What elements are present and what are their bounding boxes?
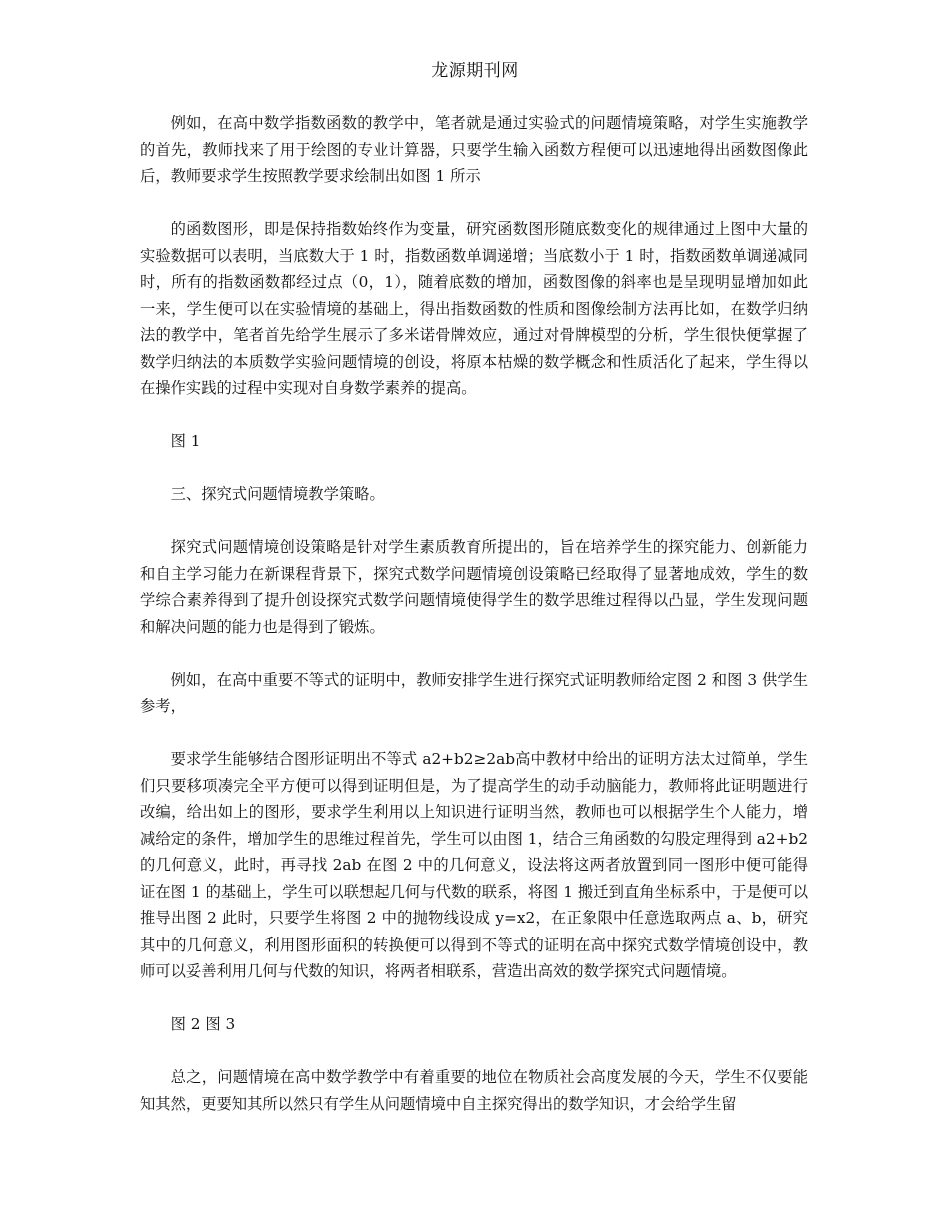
section-heading: 三、探究式问题情境教学策略。 bbox=[170, 485, 385, 503]
paragraph-6: 总之，问题情境在高中数学教学中有着重要的地位在物质社会高度发展的今天，学生不仅要能知其然，更要知其所以然只有学生从问题情境中自主探究得出的数学知识，才会给学生留 bbox=[140, 1068, 808, 1113]
paragraph-5: 要求学生能够结合图形证明出不等式 a2+b2≥2ab高中教材中给出的证明方法太过简单，学生们只要移项凑完全平方便可以得到证明但是，为了提高学生的动手动脑能力，教师将此证明题进行改编，给出如上的图形，要求学生利用以上知识进行证明当然，教师也可以根据学生个人能力，增减给定的条件，增加学生的思维过程首先，学生可以由图 1，结合三角函数的勾股定理得到 a2+b2 的几何意义，此时，再寻找 2ab 在图 2 中的几何意义，设法将这两者放置到同一图形中便可能得证在图 1 的基础上，学生可以联想起几何与代数的联系，将图 1 搬迁到直角坐标系中，于是便可以推导出图 2 此时，只要学生将图 2 中的抛物线设成 y=x2，在正象限中任意选取两点 a、b，研究其中的几何意义，利用图形面积的转换便可以得到不等式的证明在高中探究式数学情境创设中，教师可以妥善利用几何与代数的知识，将两者相联系，营造出高效的数学探究式问题情境。 bbox=[140, 750, 808, 980]
paragraph-1: 例如，在高中数学指数函数的教学中，笔者就是通过实验式的问题情境策略，对学生实施教学的首先，教师找来了用于绘图的专业计算器，只要学生输入函数方程便可以迅速地得出函数图像此后，教师要求学生按照教学要求绘制出如图 1 所示 bbox=[140, 114, 808, 185]
figure-caption-2-3: 图 2 图 3 bbox=[170, 1015, 236, 1033]
paragraph-4: 例如，在高中重要不等式的证明中，教师安排学生进行探究式证明教师给定图 2 和图 3 供学生参考， bbox=[140, 670, 808, 715]
document-body bbox=[140, 110, 808, 1144]
paragraph-3: 探究式问题情境创设策略是针对学生素质教育所提出的，旨在培养学生的探究能力、创新能力和自主学习能力在新课程背景下，探究式数学问题情境创设策略已经取得了显著地成效，学生的数学综合素养得到了提升创设探究式数学问题情境使得学生的数学思维过程得以凸显，学生发现问题和解决问题的能力也是得到了锻炼。 bbox=[140, 538, 808, 636]
page-header: 龙源期刊网 bbox=[431, 61, 519, 81]
figure-caption-1: 图 1 bbox=[170, 432, 201, 450]
paragraph-2: 的函数图形，即是保持指数始终作为变量，研究函数图形随底数变化的规律通过上图中大量的实验数据可以表明，当底数大于 1 时，指数函数单调递增；当底数小于 1 时，指数函数单调递减同时，所有的指数函数都经过点（0，1），随着底数的增加，函数图像的斜率也是呈现明显增加如此一来，学生便可以在实验情境的基础上，得出指数函数的性质和图像绘制方法再比如，在数学归纳法的教学中，笔者首先给学生展示了多米诺骨牌效应，通过对骨牌模型的分析，学生很快便掌握了数学归纳法的本质数学实验问题情境的创设，将原本枯燥的数学概念和性质活化了起来，学生得以在操作实践的过程中实现对自身数学素养的提高。 bbox=[140, 220, 808, 397]
